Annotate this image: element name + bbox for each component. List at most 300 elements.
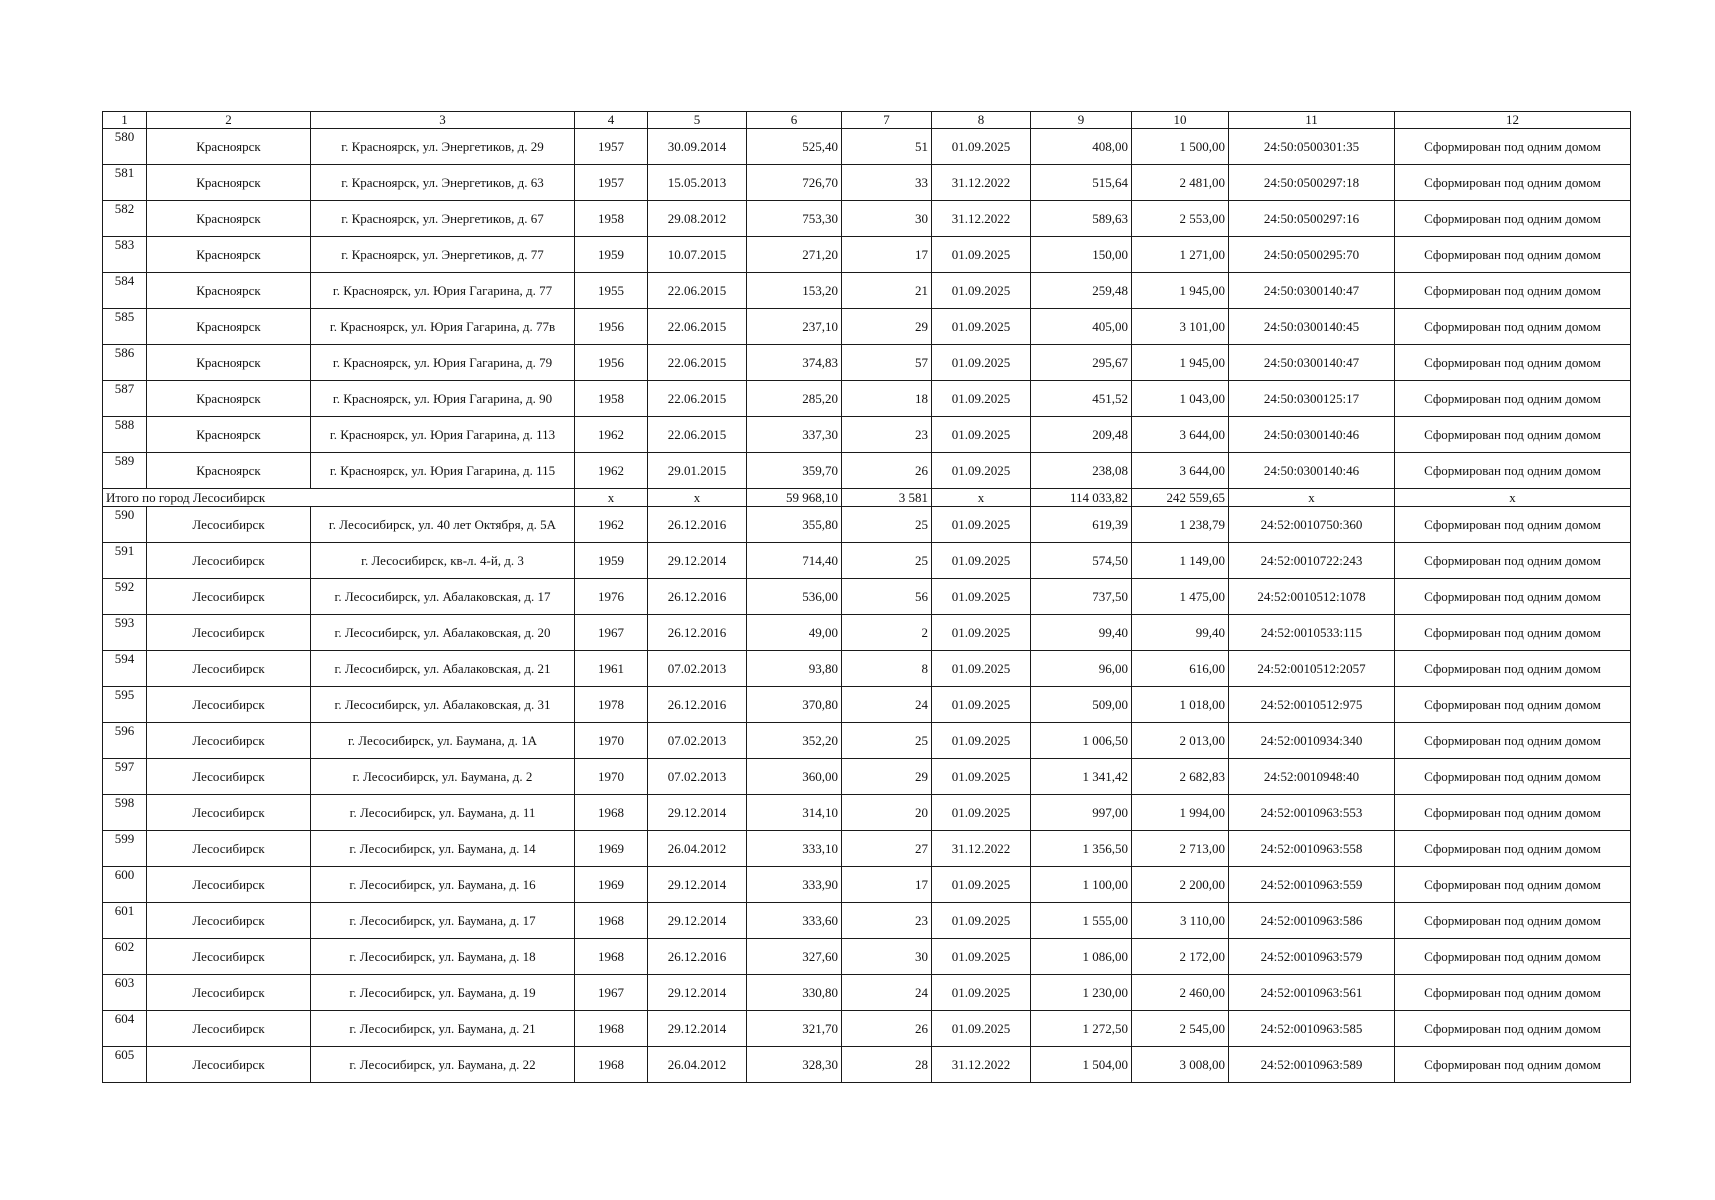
cadastral-number-cell: 24:50:0300140:47	[1229, 273, 1395, 309]
deadline-cell: 01.09.2025	[932, 237, 1031, 273]
krasnoyarsk-rows	[103, 129, 1631, 489]
row-number: 596	[103, 723, 147, 759]
table-row	[103, 1011, 1631, 1047]
total-cell: 1 238,79	[1132, 507, 1229, 543]
total-cell: 2 172,00	[1132, 939, 1229, 975]
deadline-cell: 01.09.2025	[932, 309, 1031, 345]
date-cell: 22.06.2015	[648, 273, 747, 309]
row-number: 598	[103, 795, 147, 831]
deadline-cell: 31.12.2022	[932, 831, 1031, 867]
table-row	[103, 1047, 1631, 1083]
date-cell: 26.12.2016	[648, 687, 747, 723]
date-cell: 29.12.2014	[648, 903, 747, 939]
date-cell: 07.02.2013	[648, 723, 747, 759]
value-cell: 295,67	[1031, 345, 1132, 381]
deadline-cell: 01.09.2025	[932, 903, 1031, 939]
area-cell: 271,20	[747, 237, 842, 273]
build-year-cell: 1955	[575, 273, 648, 309]
date-cell: 29.12.2014	[648, 867, 747, 903]
value-cell: 1 356,50	[1031, 831, 1132, 867]
table-row	[103, 903, 1631, 939]
status-cell: Сформирован под одним домом	[1395, 867, 1631, 903]
address-cell: г. Лесосибирск, ул. Баумана, д. 11	[311, 795, 575, 831]
date-cell: 15.05.2013	[648, 165, 747, 201]
status-cell: Сформирован под одним домом	[1395, 903, 1631, 939]
status-cell: Сформирован под одним домом	[1395, 381, 1631, 417]
row-number: 580	[103, 129, 147, 165]
column-number-header-row	[103, 112, 1631, 129]
cadastral-number-cell: 24:52:0010963:559	[1229, 867, 1395, 903]
column-header: 8	[932, 112, 1031, 129]
row-number: 593	[103, 615, 147, 651]
build-year-cell: 1961	[575, 651, 648, 687]
cadastral-number-cell: 24:52:0010533:115	[1229, 615, 1395, 651]
value-cell: 619,39	[1031, 507, 1132, 543]
area-cell: 355,80	[747, 507, 842, 543]
total-cell: 1 500,00	[1132, 129, 1229, 165]
build-year-cell: 1976	[575, 579, 648, 615]
area-cell: 360,00	[747, 759, 842, 795]
table-row	[103, 417, 1631, 453]
value-cell: 238,08	[1031, 453, 1132, 489]
city-cell: Лесосибирск	[147, 759, 311, 795]
total-cell: 3 644,00	[1132, 453, 1229, 489]
total-cell: 3 110,00	[1132, 903, 1229, 939]
cadastral-number-cell: 24:52:0010750:360	[1229, 507, 1395, 543]
count-cell: 28	[842, 1047, 932, 1083]
table-row	[103, 759, 1631, 795]
column-header: 3	[311, 112, 575, 129]
date-cell: 29.08.2012	[648, 201, 747, 237]
address-cell: г. Лесосибирск, ул. Баумана, д. 2	[311, 759, 575, 795]
row-number: 587	[103, 381, 147, 417]
address-cell: г. Лесосибирск, ул. Баумана, д. 17	[311, 903, 575, 939]
cadastral-number-cell: 24:52:0010512:1078	[1229, 579, 1395, 615]
address-cell: г. Красноярск, ул. Энергетиков, д. 29	[311, 129, 575, 165]
count-cell: 57	[842, 345, 932, 381]
build-year-cell: 1970	[575, 759, 648, 795]
address-cell: г. Лесосибирск, ул. Абалаковская, д. 17	[311, 579, 575, 615]
cadastral-number-cell: 24:52:0010963:589	[1229, 1047, 1395, 1083]
build-year-cell: 1978	[575, 687, 648, 723]
status-cell: Сформирован под одним домом	[1395, 939, 1631, 975]
date-cell: 29.01.2015	[648, 453, 747, 489]
subtotal-cell: x	[1395, 489, 1631, 507]
cadastral-number-cell: 24:52:0010512:975	[1229, 687, 1395, 723]
count-cell: 30	[842, 201, 932, 237]
count-cell: 51	[842, 129, 932, 165]
build-year-cell: 1968	[575, 1047, 648, 1083]
row-number: 594	[103, 651, 147, 687]
build-year-cell: 1959	[575, 237, 648, 273]
total-cell: 1 018,00	[1132, 687, 1229, 723]
build-year-cell: 1962	[575, 453, 648, 489]
cadastral-number-cell: 24:50:0300140:46	[1229, 453, 1395, 489]
value-cell: 99,40	[1031, 615, 1132, 651]
build-year-cell: 1959	[575, 543, 648, 579]
build-year-cell: 1962	[575, 507, 648, 543]
count-cell: 23	[842, 417, 932, 453]
date-cell: 26.12.2016	[648, 939, 747, 975]
date-cell: 26.04.2012	[648, 831, 747, 867]
table-row	[103, 129, 1631, 165]
build-year-cell: 1967	[575, 615, 648, 651]
area-cell: 359,70	[747, 453, 842, 489]
count-cell: 30	[842, 939, 932, 975]
area-cell: 237,10	[747, 309, 842, 345]
deadline-cell: 31.12.2022	[932, 201, 1031, 237]
row-number: 582	[103, 201, 147, 237]
address-cell: г. Лесосибирск, ул. Абалаковская, д. 21	[311, 651, 575, 687]
date-cell: 29.12.2014	[648, 975, 747, 1011]
column-header: 1	[103, 112, 147, 129]
build-year-cell: 1958	[575, 381, 648, 417]
subtotal-section	[103, 489, 1631, 507]
cadastral-number-cell: 24:52:0010963:558	[1229, 831, 1395, 867]
deadline-cell: 01.09.2025	[932, 345, 1031, 381]
table-row	[103, 345, 1631, 381]
deadline-cell: 01.09.2025	[932, 615, 1031, 651]
status-cell: Сформирован под одним домом	[1395, 273, 1631, 309]
table-row	[103, 795, 1631, 831]
city-cell: Красноярск	[147, 417, 311, 453]
count-cell: 24	[842, 975, 932, 1011]
date-cell: 29.12.2014	[648, 1011, 747, 1047]
address-cell: г. Лесосибирск, ул. Баумана, д. 22	[311, 1047, 575, 1083]
deadline-cell: 01.09.2025	[932, 687, 1031, 723]
address-cell: г. Лесосибирск, ул. Абалаковская, д. 20	[311, 615, 575, 651]
value-cell: 1 006,50	[1031, 723, 1132, 759]
address-cell: г. Красноярск, ул. Юрия Гагарина, д. 77в	[311, 309, 575, 345]
city-cell: Лесосибирск	[147, 795, 311, 831]
build-year-cell: 1957	[575, 129, 648, 165]
address-cell: г. Красноярск, ул. Юрия Гагарина, д. 115	[311, 453, 575, 489]
area-cell: 525,40	[747, 129, 842, 165]
area-cell: 321,70	[747, 1011, 842, 1047]
cadastral-number-cell: 24:50:0500301:35	[1229, 129, 1395, 165]
area-cell: 374,83	[747, 345, 842, 381]
subtotal-cell: x	[932, 489, 1031, 507]
deadline-cell: 01.09.2025	[932, 507, 1031, 543]
cadastral-number-cell: 24:50:0500297:18	[1229, 165, 1395, 201]
table-row	[103, 453, 1631, 489]
deadline-cell: 01.09.2025	[932, 129, 1031, 165]
count-cell: 17	[842, 237, 932, 273]
area-cell: 285,20	[747, 381, 842, 417]
city-cell: Красноярск	[147, 165, 311, 201]
city-cell: Красноярск	[147, 345, 311, 381]
total-cell: 2 481,00	[1132, 165, 1229, 201]
deadline-cell: 01.09.2025	[932, 381, 1031, 417]
build-year-cell: 1968	[575, 903, 648, 939]
table-row	[103, 381, 1631, 417]
row-number: 595	[103, 687, 147, 723]
status-cell: Сформирован под одним домом	[1395, 201, 1631, 237]
deadline-cell: 01.09.2025	[932, 453, 1031, 489]
area-cell: 333,10	[747, 831, 842, 867]
column-header: 5	[648, 112, 747, 129]
column-header: 11	[1229, 112, 1395, 129]
cadastral-number-cell: 24:52:0010963:553	[1229, 795, 1395, 831]
cadastral-number-cell: 24:50:0300140:46	[1229, 417, 1395, 453]
table-row	[103, 975, 1631, 1011]
status-cell: Сформирован под одним домом	[1395, 543, 1631, 579]
city-cell: Лесосибирск	[147, 903, 311, 939]
row-number: 603	[103, 975, 147, 1011]
address-cell: г. Красноярск, ул. Юрия Гагарина, д. 90	[311, 381, 575, 417]
row-number: 591	[103, 543, 147, 579]
address-cell: г. Лесосибирск, ул. Баумана, д. 1А	[311, 723, 575, 759]
total-cell: 1 945,00	[1132, 345, 1229, 381]
row-number: 581	[103, 165, 147, 201]
deadline-cell: 01.09.2025	[932, 723, 1031, 759]
total-cell: 3 101,00	[1132, 309, 1229, 345]
value-cell: 96,00	[1031, 651, 1132, 687]
status-cell: Сформирован под одним домом	[1395, 687, 1631, 723]
date-cell: 29.12.2014	[648, 543, 747, 579]
cadastral-number-cell: 24:52:0010722:243	[1229, 543, 1395, 579]
status-cell: Сформирован под одним домом	[1395, 579, 1631, 615]
area-cell: 153,20	[747, 273, 842, 309]
area-cell: 327,60	[747, 939, 842, 975]
cadastral-number-cell: 24:52:0010963:585	[1229, 1011, 1395, 1047]
value-cell: 1 086,00	[1031, 939, 1132, 975]
area-cell: 352,20	[747, 723, 842, 759]
count-cell: 29	[842, 759, 932, 795]
total-cell: 1 043,00	[1132, 381, 1229, 417]
date-cell: 26.12.2016	[648, 507, 747, 543]
subtotal-cell: 242 559,65	[1132, 489, 1229, 507]
area-cell: 333,90	[747, 867, 842, 903]
total-cell: 1 271,00	[1132, 237, 1229, 273]
address-cell: г. Красноярск, ул. Юрия Гагарина, д. 79	[311, 345, 575, 381]
cadastral-number-cell: 24:50:0300140:45	[1229, 309, 1395, 345]
column-header: 9	[1031, 112, 1132, 129]
row-number: 583	[103, 237, 147, 273]
table-row	[103, 201, 1631, 237]
status-cell: Сформирован под одним домом	[1395, 309, 1631, 345]
date-cell: 22.06.2015	[648, 381, 747, 417]
table-row	[103, 165, 1631, 201]
date-cell: 26.12.2016	[648, 615, 747, 651]
count-cell: 25	[842, 723, 932, 759]
table-row	[103, 687, 1631, 723]
count-cell: 33	[842, 165, 932, 201]
subtotal-cell: x	[1229, 489, 1395, 507]
count-cell: 25	[842, 507, 932, 543]
subtotal-cell: x	[575, 489, 648, 507]
value-cell: 574,50	[1031, 543, 1132, 579]
city-cell: Лесосибирск	[147, 687, 311, 723]
area-cell: 93,80	[747, 651, 842, 687]
status-cell: Сформирован под одним домом	[1395, 417, 1631, 453]
deadline-cell: 01.09.2025	[932, 579, 1031, 615]
address-cell: г. Лесосибирск, ул. Баумана, д. 19	[311, 975, 575, 1011]
subtotal-row	[103, 489, 1631, 507]
city-cell: Лесосибирск	[147, 579, 311, 615]
total-cell: 1 149,00	[1132, 543, 1229, 579]
city-cell: Красноярск	[147, 129, 311, 165]
status-cell: Сформирован под одним домом	[1395, 831, 1631, 867]
city-cell: Красноярск	[147, 309, 311, 345]
status-cell: Сформирован под одним домом	[1395, 453, 1631, 489]
subtotal-cell: 3 581	[842, 489, 932, 507]
total-cell: 2 713,00	[1132, 831, 1229, 867]
area-cell: 330,80	[747, 975, 842, 1011]
value-cell: 1 272,50	[1031, 1011, 1132, 1047]
subtotal-label: Итого по город Лесосибирск	[103, 489, 575, 507]
total-cell: 2 460,00	[1132, 975, 1229, 1011]
build-year-cell: 1958	[575, 201, 648, 237]
table-row	[103, 543, 1631, 579]
count-cell: 18	[842, 381, 932, 417]
cadastral-number-cell: 24:52:0010963:586	[1229, 903, 1395, 939]
status-cell: Сформирован под одним домом	[1395, 795, 1631, 831]
cadastral-number-cell: 24:52:0010934:340	[1229, 723, 1395, 759]
value-cell: 509,00	[1031, 687, 1132, 723]
table-row	[103, 309, 1631, 345]
city-cell: Лесосибирск	[147, 1011, 311, 1047]
table-row	[103, 939, 1631, 975]
row-number: 584	[103, 273, 147, 309]
address-cell: г. Красноярск, ул. Юрия Гагарина, д. 77	[311, 273, 575, 309]
count-cell: 25	[842, 543, 932, 579]
area-cell: 333,60	[747, 903, 842, 939]
address-cell: г. Лесосибирск, ул. Баумана, д. 18	[311, 939, 575, 975]
deadline-cell: 01.09.2025	[932, 759, 1031, 795]
city-cell: Лесосибирск	[147, 507, 311, 543]
area-cell: 714,40	[747, 543, 842, 579]
total-cell: 99,40	[1132, 615, 1229, 651]
build-year-cell: 1957	[575, 165, 648, 201]
column-header: 2	[147, 112, 311, 129]
row-number: 590	[103, 507, 147, 543]
city-cell: Лесосибирск	[147, 831, 311, 867]
column-header: 4	[575, 112, 648, 129]
address-cell: г. Лесосибирск, ул. Баумана, д. 21	[311, 1011, 575, 1047]
table-row	[103, 579, 1631, 615]
total-cell: 1 475,00	[1132, 579, 1229, 615]
status-cell: Сформирован под одним домом	[1395, 1011, 1631, 1047]
total-cell: 3 008,00	[1132, 1047, 1229, 1083]
deadline-cell: 01.09.2025	[932, 795, 1031, 831]
table-row	[103, 867, 1631, 903]
area-cell: 536,00	[747, 579, 842, 615]
row-number: 585	[103, 309, 147, 345]
status-cell: Сформирован под одним домом	[1395, 723, 1631, 759]
area-cell: 337,30	[747, 417, 842, 453]
build-year-cell: 1968	[575, 1011, 648, 1047]
value-cell: 259,48	[1031, 273, 1132, 309]
status-cell: Сформирован под одним домом	[1395, 129, 1631, 165]
value-cell: 150,00	[1031, 237, 1132, 273]
cadastral-number-cell: 24:52:0010512:2057	[1229, 651, 1395, 687]
cadastral-number-cell: 24:52:0010963:561	[1229, 975, 1395, 1011]
value-cell: 1 230,00	[1031, 975, 1132, 1011]
build-year-cell: 1956	[575, 345, 648, 381]
city-cell: Красноярск	[147, 237, 311, 273]
status-cell: Сформирован под одним домом	[1395, 165, 1631, 201]
count-cell: 23	[842, 903, 932, 939]
cadastral-number-cell: 24:52:0010948:40	[1229, 759, 1395, 795]
total-cell: 1 994,00	[1132, 795, 1229, 831]
row-number: 592	[103, 579, 147, 615]
city-cell: Лесосибирск	[147, 615, 311, 651]
deadline-cell: 01.09.2025	[932, 543, 1031, 579]
city-cell: Лесосибирск	[147, 543, 311, 579]
city-cell: Красноярск	[147, 453, 311, 489]
date-cell: 10.07.2015	[648, 237, 747, 273]
deadline-cell: 01.09.2025	[932, 867, 1031, 903]
city-cell: Красноярск	[147, 273, 311, 309]
deadline-cell: 01.09.2025	[932, 417, 1031, 453]
deadline-cell: 31.12.2022	[932, 165, 1031, 201]
date-cell: 22.06.2015	[648, 309, 747, 345]
row-number: 605	[103, 1047, 147, 1083]
row-number: 601	[103, 903, 147, 939]
value-cell: 1 341,42	[1031, 759, 1132, 795]
date-cell: 22.06.2015	[648, 345, 747, 381]
count-cell: 24	[842, 687, 932, 723]
row-number: 600	[103, 867, 147, 903]
status-cell: Сформирован под одним домом	[1395, 237, 1631, 273]
build-year-cell: 1968	[575, 795, 648, 831]
city-cell: Лесосибирск	[147, 975, 311, 1011]
row-number: 604	[103, 1011, 147, 1047]
status-cell: Сформирован под одним домом	[1395, 345, 1631, 381]
value-cell: 1 100,00	[1031, 867, 1132, 903]
deadline-cell: 01.09.2025	[932, 651, 1031, 687]
date-cell: 26.04.2012	[648, 1047, 747, 1083]
address-cell: г. Лесосибирск, ул. Баумана, д. 14	[311, 831, 575, 867]
area-cell: 370,80	[747, 687, 842, 723]
deadline-cell: 01.09.2025	[932, 939, 1031, 975]
value-cell: 451,52	[1031, 381, 1132, 417]
address-cell: г. Лесосибирск, ул. 40 лет Октября, д. 5А	[311, 507, 575, 543]
value-cell: 405,00	[1031, 309, 1132, 345]
city-cell: Лесосибирск	[147, 1047, 311, 1083]
row-number: 588	[103, 417, 147, 453]
area-cell: 753,30	[747, 201, 842, 237]
cadastral-number-cell: 24:50:0500295:70	[1229, 237, 1395, 273]
address-cell: г. Красноярск, ул. Энергетиков, д. 77	[311, 237, 575, 273]
total-cell: 2 553,00	[1132, 201, 1229, 237]
table-row	[103, 273, 1631, 309]
value-cell: 589,63	[1031, 201, 1132, 237]
value-cell: 997,00	[1031, 795, 1132, 831]
value-cell: 1 504,00	[1031, 1047, 1132, 1083]
build-year-cell: 1969	[575, 867, 648, 903]
value-cell: 209,48	[1031, 417, 1132, 453]
deadline-cell: 01.09.2025	[932, 1011, 1031, 1047]
build-year-cell: 1967	[575, 975, 648, 1011]
column-header: 10	[1132, 112, 1229, 129]
deadline-cell: 31.12.2022	[932, 1047, 1031, 1083]
area-cell: 49,00	[747, 615, 842, 651]
area-cell: 726,70	[747, 165, 842, 201]
table-row	[103, 507, 1631, 543]
city-cell: Красноярск	[147, 381, 311, 417]
row-number: 602	[103, 939, 147, 975]
row-number: 599	[103, 831, 147, 867]
table-row	[103, 651, 1631, 687]
city-cell: Лесосибирск	[147, 939, 311, 975]
status-cell: Сформирован под одним домом	[1395, 759, 1631, 795]
city-cell: Лесосибирск	[147, 723, 311, 759]
count-cell: 2	[842, 615, 932, 651]
count-cell: 27	[842, 831, 932, 867]
column-header: 7	[842, 112, 932, 129]
